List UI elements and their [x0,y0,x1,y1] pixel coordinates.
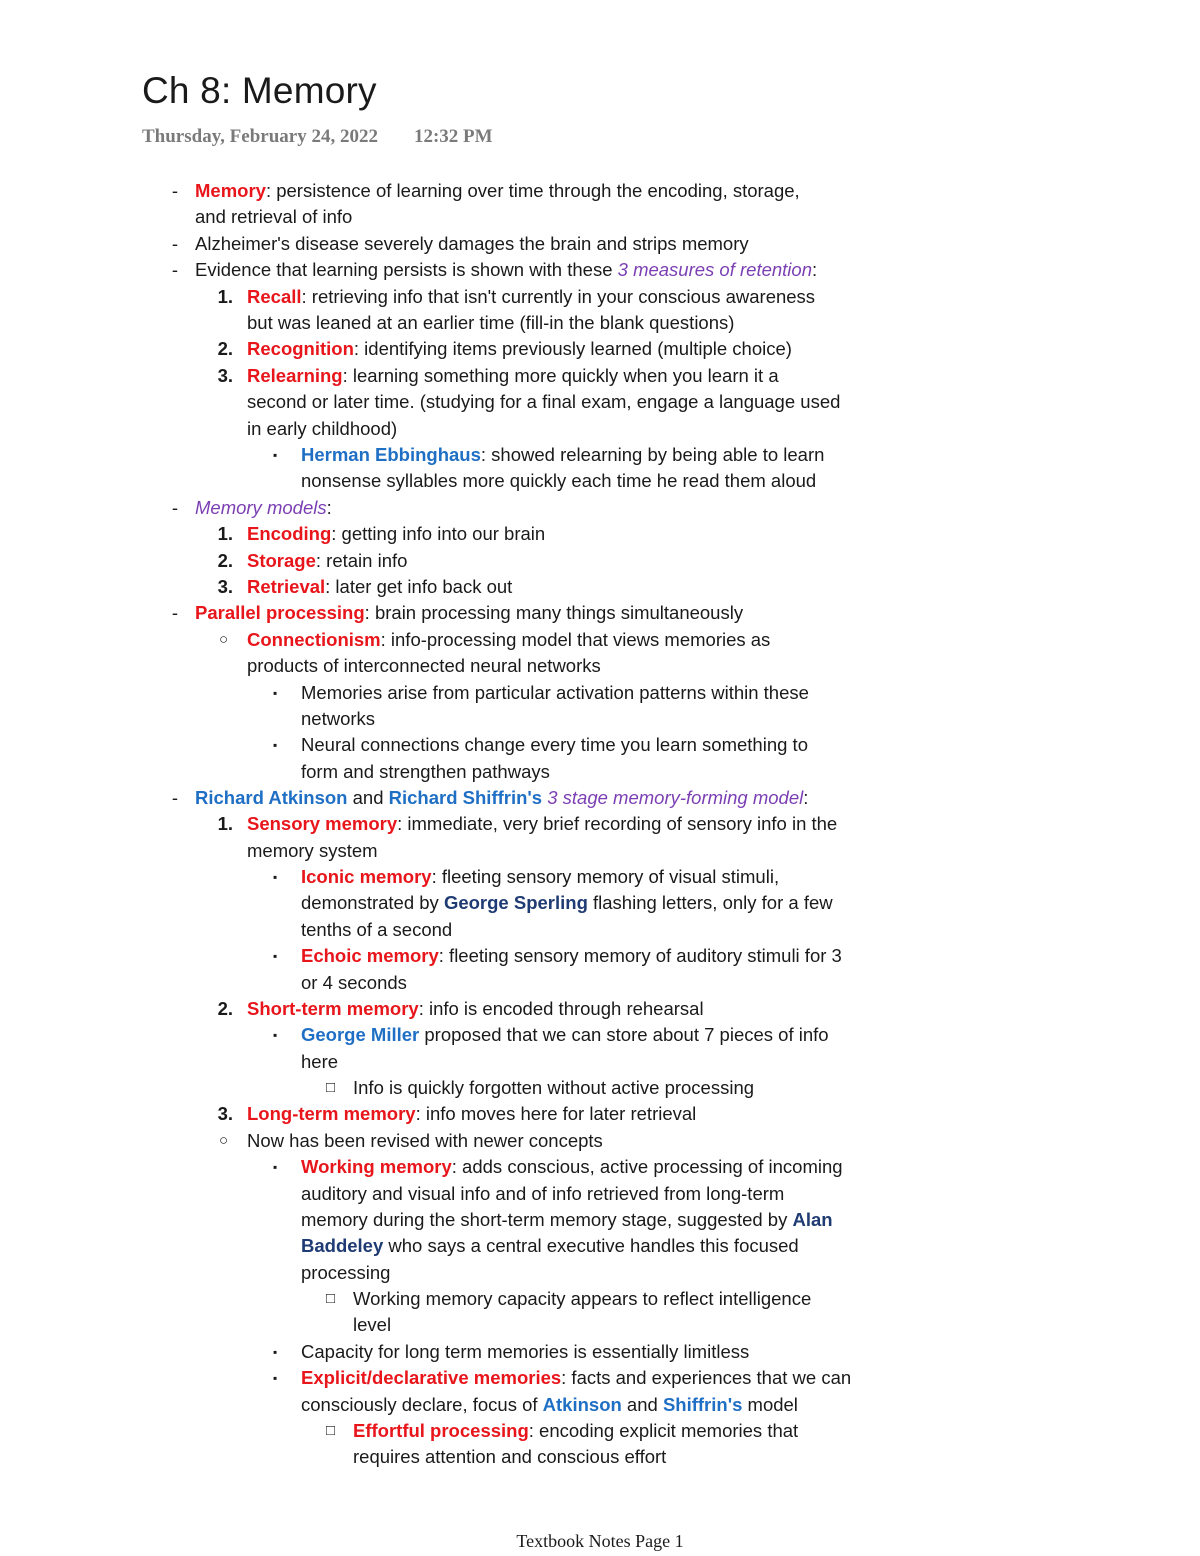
square-bullet: ▪ [273,1160,278,1174]
square-bullet: ▪ [273,686,278,700]
number-bullet: 1. [217,286,233,307]
note-line: George Miller proposed that we can store about 7 pieces of info [301,1024,829,1045]
dash-bullet: - [171,497,179,518]
note-line: auditory and visual info and of info retrieved from long-term [301,1183,785,1204]
square-bullet: ▪ [273,1028,278,1042]
number-bullet: 2. [217,338,233,359]
dash-bullet: - [171,180,179,201]
note-line: Echoic memory: fleeting sensory memory of auditory stimuli for 3 [301,945,842,966]
number-bullet: 3. [217,576,233,597]
note-line: Iconic memory: fleeting sensory memory of visual stimuli, [301,866,780,887]
note-line: or 4 seconds [301,972,407,993]
dash-bullet: - [171,602,179,623]
note-line: Encoding: getting info into our brain [247,523,546,544]
page-title: Ch 8: Memory [142,70,377,111]
note-line: and retrieval of info [195,206,353,227]
note-line: Storage: retain info [247,550,408,571]
note-line: Richard Atkinson and Richard Shiffrin's 3 stage memory-forming model: [195,787,809,808]
square-bullet: ▪ [273,1371,278,1385]
number-bullet: 1. [217,813,233,834]
square-bullet: ▪ [273,448,278,462]
note-line: Retrieval: later get info back out [247,576,513,597]
note-line: in early childhood) [247,418,398,439]
note-line: second or later time. (studying for a final exam, engage a language used [247,391,841,412]
note-line: Working memory capacity appears to reflect intelligence [353,1288,812,1309]
note-line: Herman Ebbinghaus: showed relearning by being able to learn [301,444,825,465]
note-line: Now has been revised with newer concepts [247,1130,603,1151]
note-line: Memory: persistence of learning over time through the encoding, storage, [195,180,800,201]
note-line: Alzheimer's disease severely damages the brain and strips memory [195,233,749,254]
dash-bullet: - [171,233,179,254]
note-line: networks [301,708,376,729]
note-line: Capacity for long term memories is essentially limitless [301,1341,750,1362]
note-line: form and strengthen pathways [301,761,550,782]
note-line: Memory models: [195,497,332,518]
square-bullet: ▪ [273,870,278,884]
note-line: Working memory: adds conscious, active processing of incoming [301,1156,843,1177]
note-line: Sensory memory: immediate, very brief recording of sensory info in the [247,813,838,834]
note-line: Long-term memory: info moves here for later retrieval [247,1103,697,1124]
note-line: Evidence that learning persists is shown with these 3 measures of retention: [195,259,818,280]
note-line: here [301,1051,339,1072]
note-line: Info is quickly forgotten without active processing [353,1077,755,1098]
note-line: but was leaned at an earlier time (fill-in the blank questions) [247,312,735,333]
dash-bullet: - [171,259,179,280]
open-square-bullet: □ [326,1422,336,1439]
number-bullet: 2. [217,998,233,1019]
note-line: memory during the short-term memory stage, suggested by Alan [301,1209,833,1230]
note-line: nonsense syllables more quickly each time he read them aloud [301,470,817,491]
note-line: requires attention and conscious effort [353,1446,667,1467]
number-bullet: 3. [217,365,233,386]
note-time: 12:32 PM [413,126,493,147]
note-line: Memories arise from particular activation patterns within these [301,682,809,703]
note-line: Parallel processing: brain processing many things simultaneously [195,602,744,623]
open-square-bullet: □ [326,1290,336,1307]
square-bullet: ▪ [273,1345,278,1359]
note-line: Baddeley who says a central executive handles this focused [301,1235,799,1256]
note-line: Short-term memory: info is encoded through rehearsal [247,998,704,1019]
square-bullet: ▪ [273,949,278,963]
number-bullet: 2. [217,550,233,571]
circle-bullet: ○ [219,1132,229,1149]
note-line: Neural connections change every time you learn something to [301,734,808,755]
note-line: tenths of a second [301,919,453,940]
dash-bullet: - [171,787,179,808]
note-line: Recognition: identifying items previously learned (multiple choice) [247,338,792,359]
note-line: products of interconnected neural networks [247,655,601,676]
note-line: Effortful processing: encoding explicit memories that [353,1420,799,1441]
note-line: Explicit/declarative memories: facts and experiences that we can [301,1367,852,1388]
circle-bullet: ○ [219,631,229,648]
number-bullet: 1. [217,523,233,544]
note-date: Thursday, February 24, 2022 [142,126,378,147]
note-line: Connectionism: info-processing model that views memories as [247,629,771,650]
note-line: consciously declare, focus of Atkinson and Shiffrin's model [301,1394,798,1415]
number-bullet: 3. [217,1103,233,1124]
open-square-bullet: □ [326,1079,336,1096]
note-line: Recall: retrieving info that isn't currently in your conscious awareness [247,286,816,307]
note-timestamp [142,126,493,148]
square-bullet: ▪ [273,738,278,752]
page-footer: Textbook Notes Page 1 [516,1531,684,1551]
note-line: demonstrated by George Sperling flashing letters, only for a few [301,892,833,913]
note-line: Relearning: learning something more quickly when you learn it a [247,365,779,386]
note-line: memory system [247,840,378,861]
note-line: processing [301,1262,391,1283]
note-line: level [353,1314,392,1335]
